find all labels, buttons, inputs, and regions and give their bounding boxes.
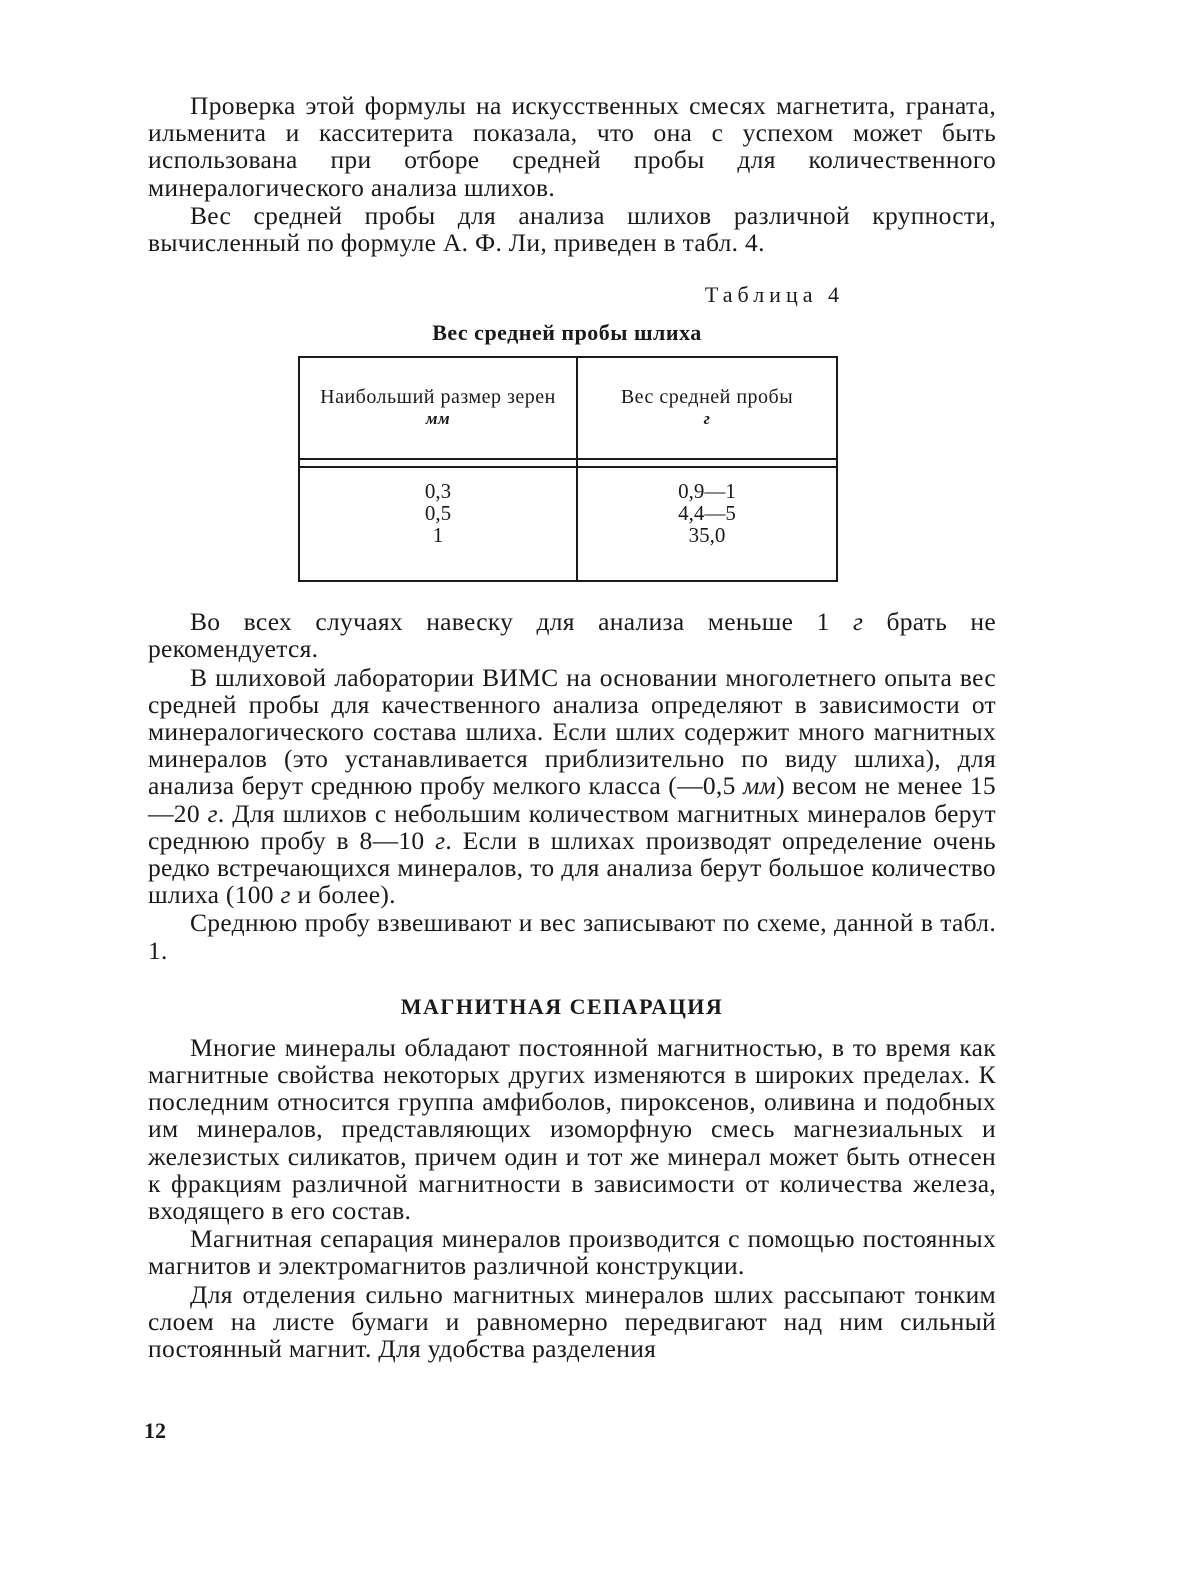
paragraph-magnetism: Многие минералы обладают постоянной магнитностью, в то время как магнитные свойства некоторых других изменяются в широких пределах. К последним относится группа амфиболов, пироксенов, оливина и подобных им минералов, представляющих изоморфную смесь магнезиальных и железистых силикатов, причем один и тот же минерал может быть отнесен к фракциям различной магнитности в зависимости от количества железа, входящего в его состав. [148,1032,996,1226]
table-cell-size: 1 [432,523,444,548]
header-grain-size-label: Наибольший размер зерен [320,386,556,409]
table-cell-weight: 0,9—1 [678,479,736,504]
table-cell-weight: 35,0 [688,523,726,548]
paragraph-sample-weight: Вес средней пробы для анализа шлихов различной крупности, вычисленный по формуле А. Ф. Ли, приведен в табл. 4. [148,200,996,258]
table-header-grain-size [299,357,577,459]
header-weight-unit: г [703,409,711,429]
table-body-row [299,467,837,581]
table-double-rule [299,459,837,467]
header-grain-size-unit: мм [425,409,451,429]
table-header-weight [577,357,837,459]
paragraph-separation-tools: Магнитная сепарация минералов производится с помощью постоянных магнитов и электромагнитов различной конструкции. [148,1224,996,1281]
table-title: Вес средней пробы шлиха [432,320,702,346]
table-cell-weight: 4,4—5 [678,501,736,526]
table-cell-size: 0,3 [424,479,452,504]
page-body [148,92,996,1363]
paragraph-formula-check: Проверка этой формулы на искусственных смесях магнетита, граната, ильменита и касситерита показала, что она с успехом может быть использована при отборе средней пробы для количественного минералогического анализа шлихов. [148,91,996,202]
table-cell-size: 0,5 [424,501,452,526]
table-cell-sizes [299,467,577,581]
paragraph-separation-method: Для отделения сильно магнитных минералов шлих рассыпают тонким слоем на листе бумаги и равномерно передвигают над ним сильный постоянный магнит. Для удобства разделения [148,1279,996,1364]
paragraph-vims-lab: В шлиховой лаборатории ВИМС на основании многолетнего опыта вес средней пробы для качественного анализа определяют в зависимости от минералогического состава шлиха. Если шлих содержит много магнитных минералов (это устанавливается приблизительно по виду шлиха), для анализа берут среднюю пробу мелкого класса (—0,5 мм) весом не менее 15—20 г. Для шлихов с небольшим количеством магнитных минералов берут среднюю пробу в 8—10 г. Если в шлихах производят определение очень редко встречающихся минералов, то для анализа берут большое количество шлиха (100 г и более). [148,662,996,910]
table-caption: Таблица 4 [704,282,844,308]
table-header-row [299,357,837,459]
table-cell-weights [577,467,837,581]
page-number: 12 [144,1418,166,1443]
paragraph-min-sample: Во всех случаях навеску для анализа меньше 1 г брать не рекомендуется. [148,607,996,664]
sample-weight-table [298,356,838,582]
header-weight-label: Вес средней пробы [620,386,794,409]
section-heading-magnetic-separation: МАГНИТНАЯ СЕПАРАЦИЯ [400,993,724,1019]
paragraph-weighing: Среднюю пробу взвешивают и вес записывают по схеме, данной в табл. 1. [148,908,996,965]
